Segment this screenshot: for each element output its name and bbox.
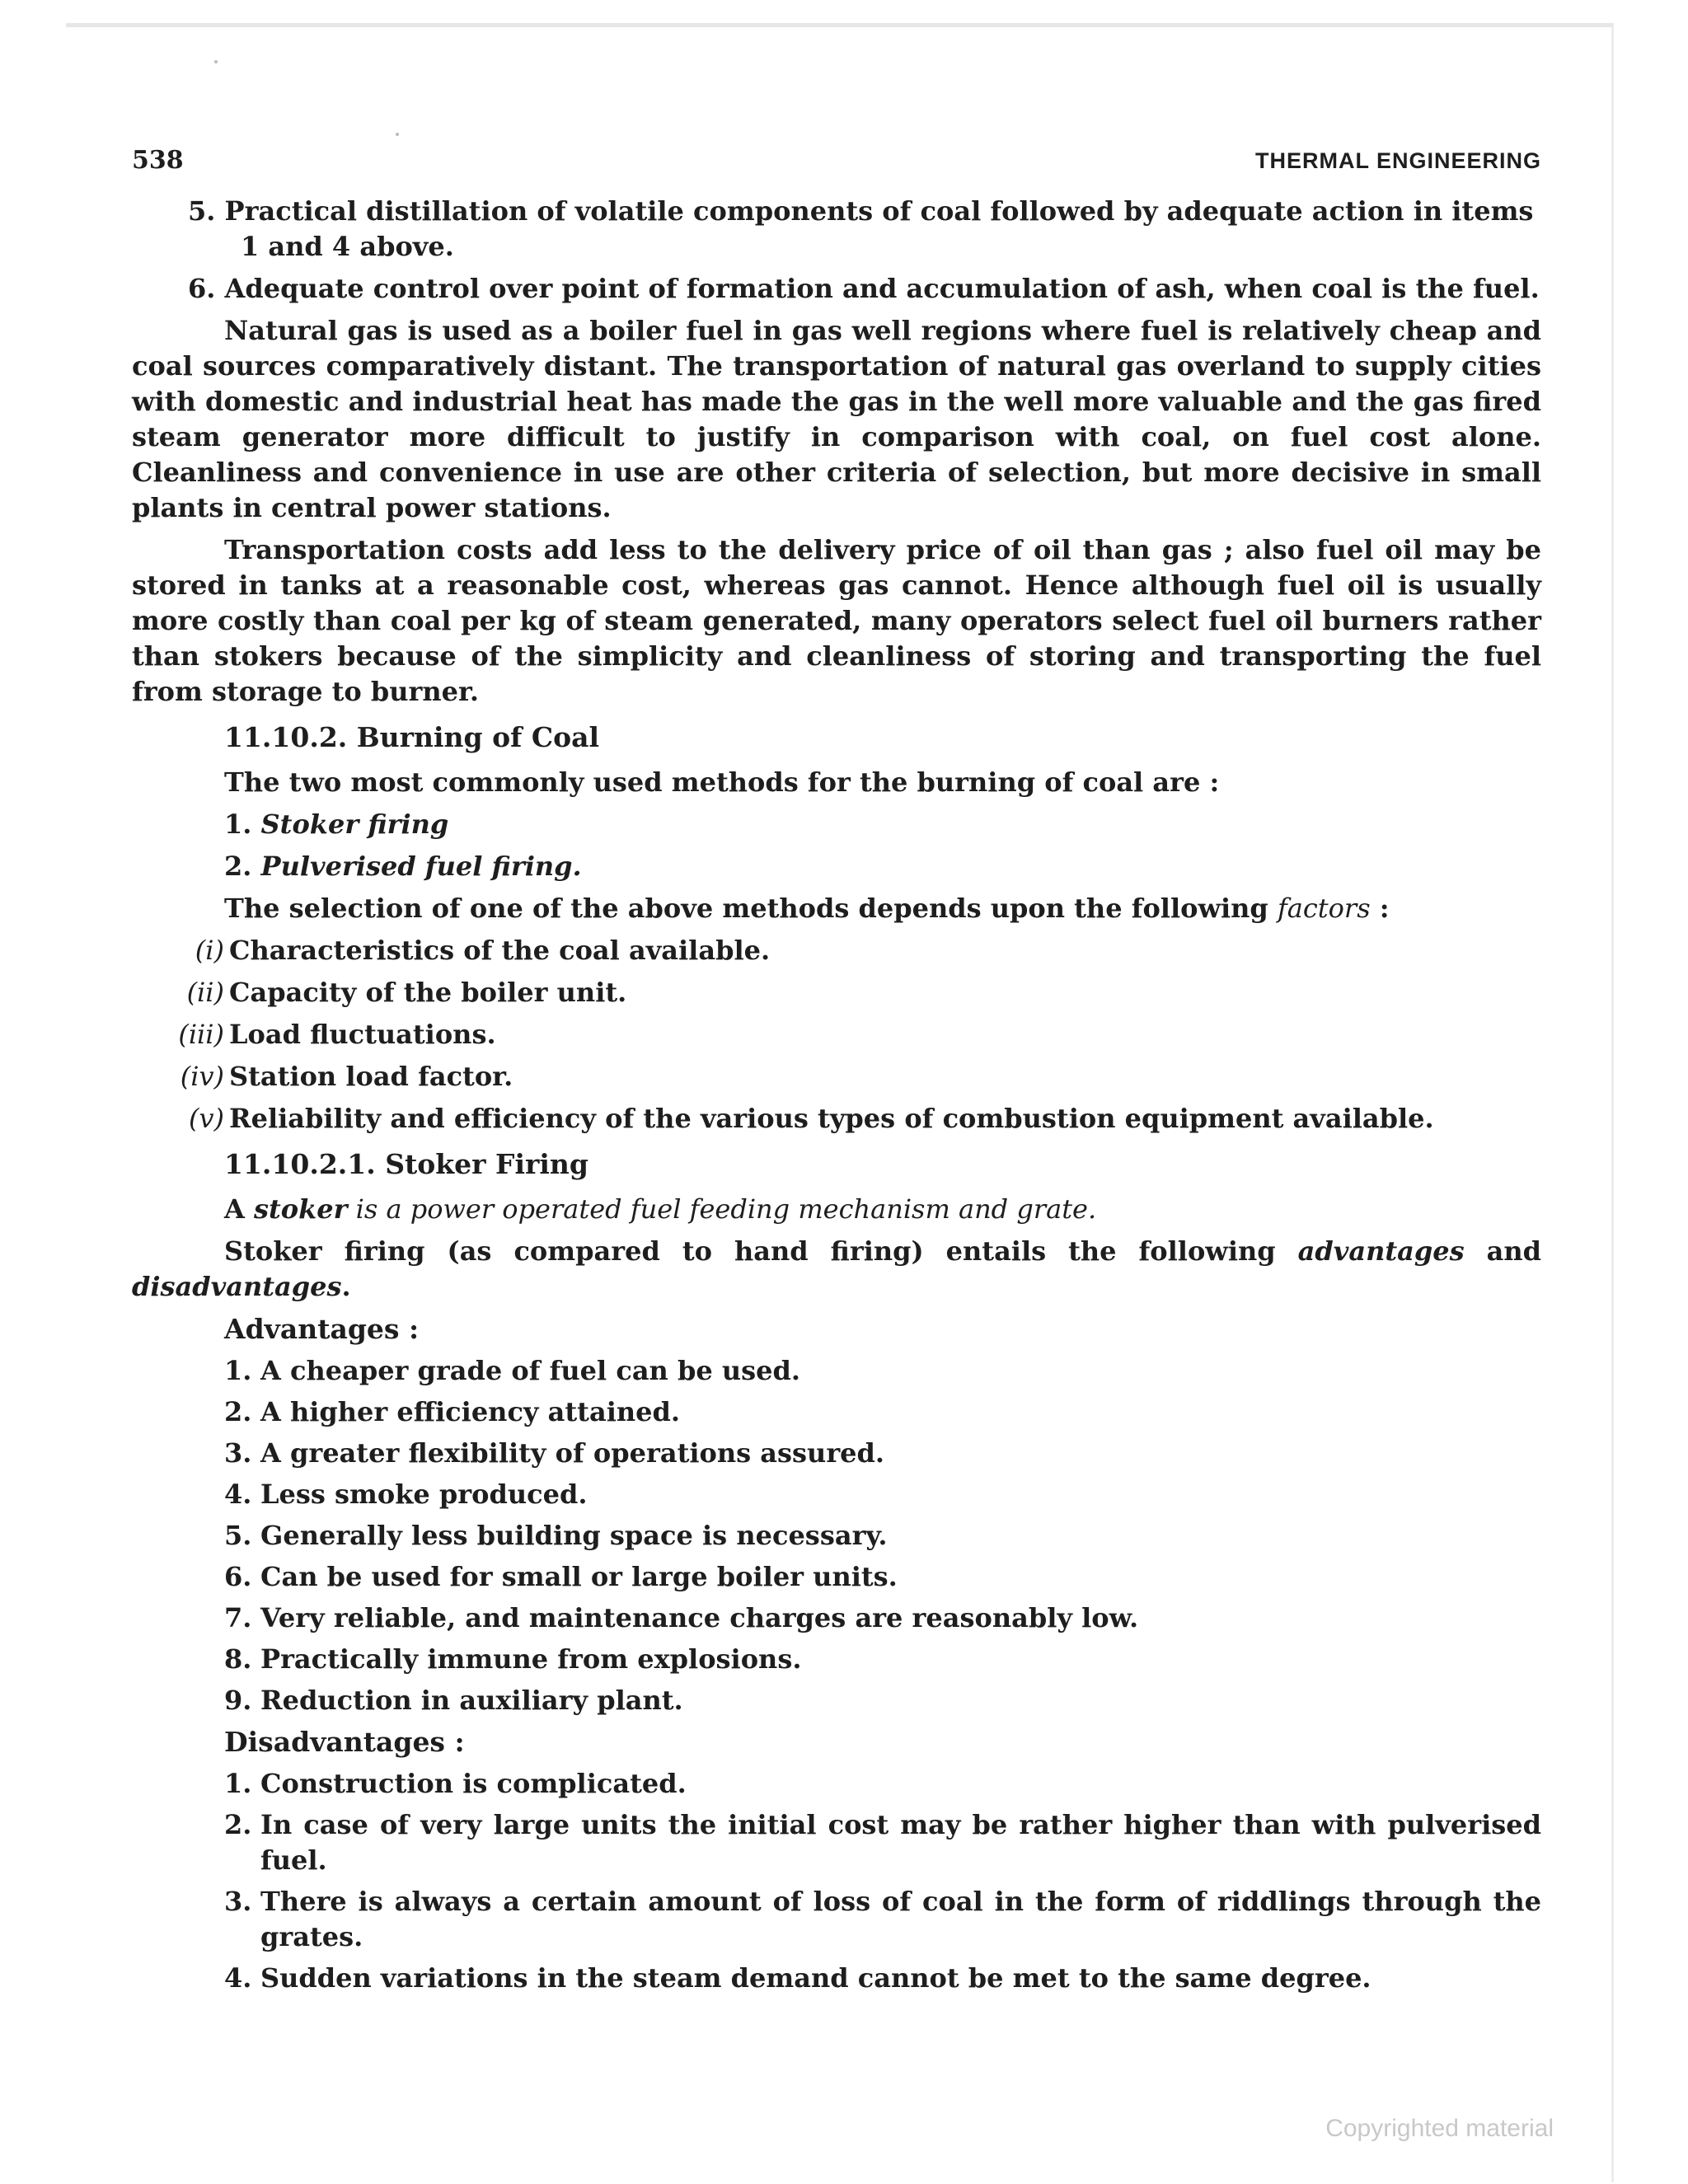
selection-sentence: The selection of one of the above methods depends upon the following factors : — [224, 893, 1390, 924]
advantage-item: 9. Reduction in auxiliary plant. — [224, 1685, 683, 1716]
factor-item: (v) Reliability and efficiency of the various types of combustion equipment available. — [188, 1103, 1434, 1134]
paragraph-transportation: Transportation costs add less to the delivery price of oil than gas ; also fuel oil may be stored in tanks at a reasonable cost, whereas gas cannot. Hence although fuel oil is usually more costly than coal per kg of steam generated, many operators select fuel oil burners rather than stokers because of the simplicity and cleanliness of storing and transporting the fuel from storage to burner. — [132, 534, 1541, 707]
advantage-item: 1. A cheaper grade of fuel can be used. — [224, 1355, 800, 1386]
speck — [396, 133, 399, 136]
paragraph-natural-gas: Natural gas is used as a boiler fuel in gas well regions where fuel is relatively cheap and coal sources comparatively distant. The transportation of natural gas overland to supply cities with domestic and industrial heat has made the gas in the well more valuable and the gas fired steam generator more difficult to justify in comparison with coal, on fuel cost alone. Cleanliness and convenience in use are other criteria of selection, but more decisive in small plants in central power stations. — [132, 315, 1542, 523]
list-item: 6. Adequate control over point of formation and accumulation of ash, when coal is the fuel. — [188, 273, 1540, 304]
copyright-watermark: Copyrighted material — [1325, 2115, 1554, 2142]
stoker-comparison: Stoker firing (as compared to hand firing) entails the following advantages and disadvantages. — [132, 1235, 1542, 1302]
section-heading-stoker-firing: 11.10.2.1. Stoker Firing — [224, 1148, 588, 1180]
advantage-item: 4. Less smoke produced. — [224, 1479, 588, 1510]
section-intro: The two most commonly used methods for the burning of coal are : — [224, 766, 1220, 798]
advantage-item: 2. A higher efficiency attained. — [224, 1396, 680, 1427]
running-title: THERMAL ENGINEERING — [1254, 148, 1541, 173]
factor-item: (i) Characteristics of the coal available. — [195, 935, 771, 966]
disadvantages-heading: Disadvantages : — [224, 1726, 465, 1758]
stoker-definition: A stoker is a power operated fuel feeding mechanism and grate. — [224, 1193, 1097, 1225]
book-page — [66, 23, 1614, 2182]
disadvantage-item: 2. In case of very large units the initial cost may be rather higher than with pulverised fuel. — [224, 1809, 1541, 1876]
factor-item: (ii) Capacity of the boiler unit. — [186, 977, 627, 1008]
advantages-heading: Advantages : — [224, 1313, 420, 1345]
speck — [214, 60, 218, 63]
advantage-item: 8. Practically immune from explosions. — [224, 1643, 802, 1675]
factor-item: (iii) Load fluctuations. — [178, 1019, 496, 1050]
advantage-item: 5. Generally less building space is necessary. — [224, 1520, 888, 1551]
factor-item: (iv) Station load factor. — [180, 1061, 513, 1092]
advantage-item: 7. Very reliable, and maintenance charges are reasonably low. — [224, 1602, 1139, 1633]
method-item: 2. Pulverised fuel firing. — [224, 851, 582, 882]
list-item: 5. Practical distillation of volatile components of coal followed by adequate action in items 1 and 4 above. — [188, 195, 1534, 262]
section-heading-burning-of-coal: 11.10.2. Burning of Coal — [224, 721, 600, 753]
advantage-item: 3. A greater flexibility of operations assured. — [224, 1437, 885, 1469]
page-number: 538 — [132, 146, 184, 175]
page-content — [132, 143, 1541, 2002]
method-item: 1. Stoker firing — [224, 808, 449, 840]
page-header — [132, 143, 1541, 194]
disadvantage-item: 1. Construction is complicated. — [224, 1768, 687, 1799]
advantage-item: 6. Can be used for small or large boiler units. — [224, 1561, 898, 1592]
disadvantage-item: 4. Sudden variations in the steam demand cannot be met to the same degree. — [224, 1962, 1372, 1994]
disadvantage-item: 3. There is always a certain amount of loss of coal in the form of riddlings through the grates. — [224, 1886, 1541, 1952]
